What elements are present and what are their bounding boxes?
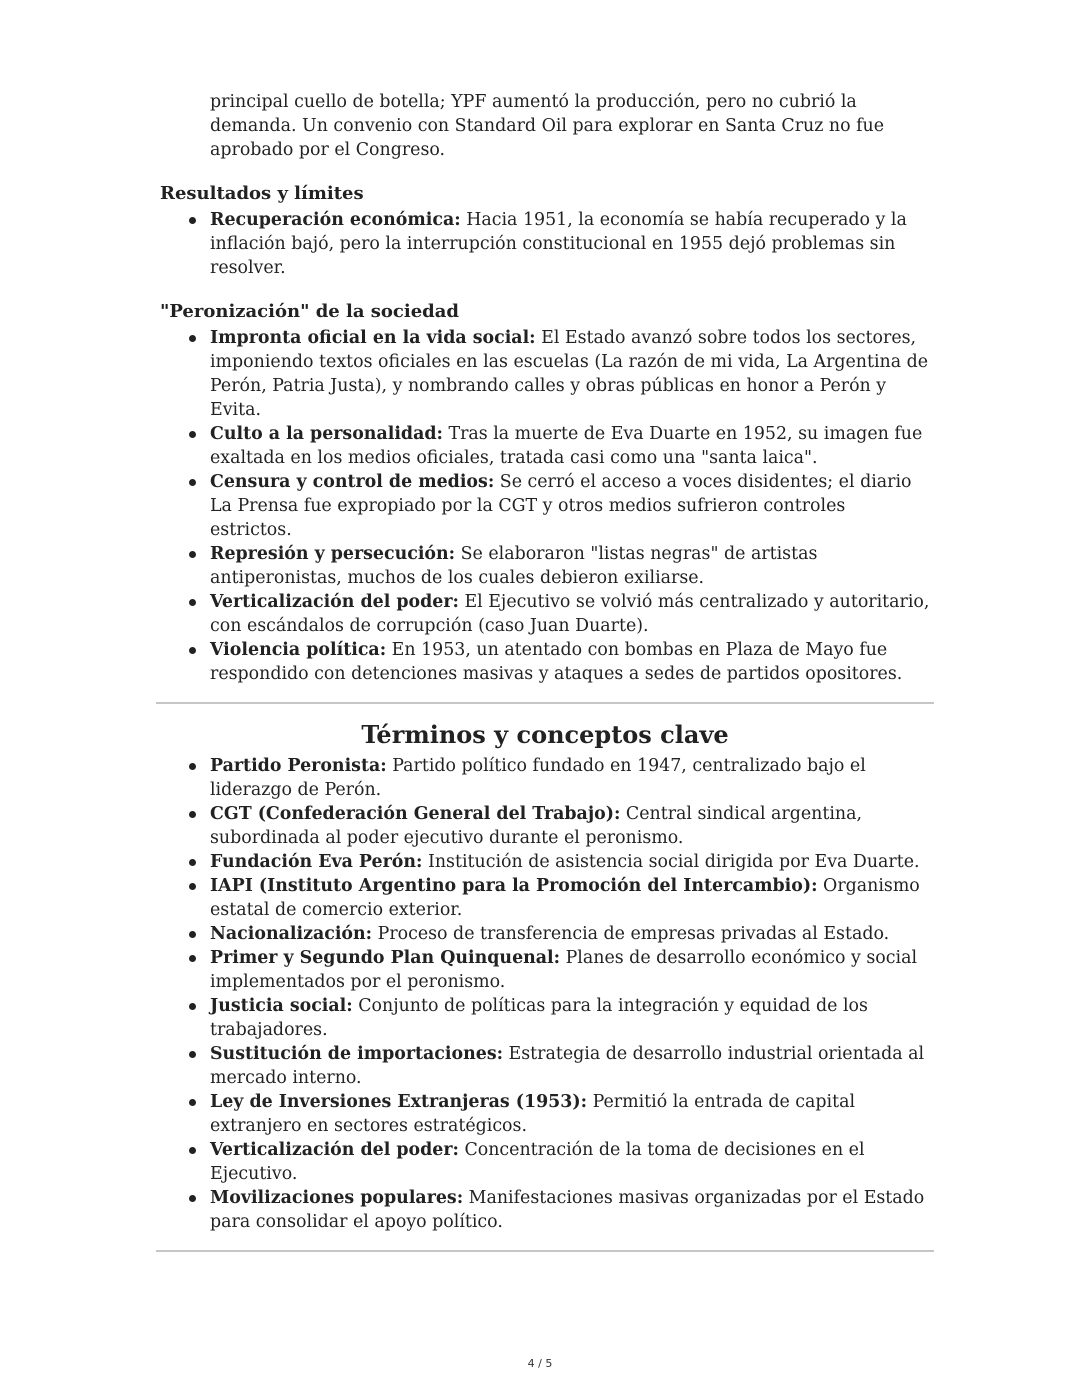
item-text: Conjunto de políticas para la integración y equidad de los trabajadores. xyxy=(210,996,868,1040)
item-text: Proceso de transferencia de empresas privadas al Estado. xyxy=(372,924,890,944)
item-text: Permitió la entrada de capital extranjero en sectores estratégicos. xyxy=(210,1092,856,1136)
bullet-icon xyxy=(189,1003,196,1010)
list-item xyxy=(210,874,930,922)
bullet-icon xyxy=(189,1051,196,1058)
item-term: Fundación Eva Perón: xyxy=(210,852,423,872)
list-item xyxy=(210,208,930,280)
list-item xyxy=(210,590,930,638)
item-text: Manifestaciones masivas organizadas por el Estado para consolidar el apoyo político. xyxy=(210,1188,925,1232)
list-item xyxy=(210,1042,930,1090)
item-term: Verticalización del poder: xyxy=(210,1140,459,1160)
item-term: Ley de Inversiones Extranjeras (1953): xyxy=(210,1092,588,1112)
item-text: Organismo estatal de comercio exterior. xyxy=(210,876,920,920)
bullet-icon xyxy=(189,763,196,770)
item-text: El Estado avanzó sobre todos los sectores, imponiendo textos oficiales en las escuelas (La razón de mi vida, La Argentina de Perón, Patria Justa), y nombrando calles y obras públicas en honor a Perón y Evita. xyxy=(210,328,929,420)
item-term: IAPI (Instituto Argentino para la Promoción del Intercambio): xyxy=(210,876,818,896)
list-item xyxy=(210,542,930,590)
item-text: Tras la muerte de Eva Duarte en 1952, su imagen fue exaltada en los medios oficiales, tratada casi como una "santa laica". xyxy=(210,424,923,468)
item-text: Se cerró el acceso a voces disidentes; el diario La Prensa fue expropiado por la CGT y otros medios sufrieron controles estrictos. xyxy=(210,472,912,540)
page-content xyxy=(160,90,930,1252)
bullet-icon xyxy=(189,931,196,938)
item-term: Verticalización del poder: xyxy=(210,592,459,612)
bullet-icon xyxy=(189,1195,196,1202)
list-item xyxy=(210,638,930,686)
results-heading: Resultados y límites xyxy=(160,183,364,204)
item-term: Sustitución de importaciones: xyxy=(210,1044,504,1064)
item-term: Partido Peronista: xyxy=(210,756,387,776)
list-item xyxy=(210,802,930,850)
bullet-icon xyxy=(189,1147,196,1154)
bullet-icon xyxy=(189,859,196,866)
bullet-icon xyxy=(189,599,196,606)
list-item xyxy=(210,922,930,946)
bullet-icon xyxy=(189,217,196,224)
section-divider xyxy=(156,702,934,704)
list-item xyxy=(210,994,930,1042)
item-term: Recuperación económica: xyxy=(210,210,461,230)
peronization-heading: "Peronización" de la sociedad xyxy=(160,301,460,322)
item-term: Represión y persecución: xyxy=(210,544,456,564)
bullet-icon xyxy=(189,811,196,818)
peronization-list xyxy=(160,326,930,686)
item-term: CGT (Confederación General del Trabajo): xyxy=(210,804,621,824)
continued-paragraph: principal cuello de botella; YPF aumentó la producción, pero no cubrió la demanda. Un convenio con Standard Oil para explorar en Santa Cruz no fue aprobado por el Congreso. xyxy=(210,92,885,160)
item-text: Institución de asistencia social dirigida por Eva Duarte. xyxy=(422,852,920,872)
bullet-icon xyxy=(189,431,196,438)
list-item xyxy=(210,1186,930,1234)
item-text: El Ejecutivo se volvió más centralizado y autoritario, con escándalos de corrupción (caso Juan Duarte). xyxy=(210,592,930,636)
bullet-icon xyxy=(189,647,196,654)
list-item xyxy=(210,1090,930,1138)
list-item xyxy=(210,470,930,542)
item-text: Se elaboraron "listas negras" de artistas antiperonistas, muchos de los cuales debieron exiliarse. xyxy=(210,544,818,588)
glossary-list xyxy=(160,754,930,1234)
glossary-title: Términos y conceptos clave xyxy=(361,720,729,749)
results-list xyxy=(160,208,930,280)
item-text: Concentración de la toma de decisiones en el Ejecutivo. xyxy=(210,1140,865,1184)
list-item xyxy=(210,754,930,802)
item-text: Central sindical argentina, subordinada al poder ejecutivo durante el peronismo. xyxy=(210,804,862,848)
item-text: Estrategia de desarrollo industrial orientada al mercado interno. xyxy=(210,1044,925,1088)
bullet-icon xyxy=(189,1099,196,1106)
item-term: Censura y control de medios: xyxy=(210,472,495,492)
list-item xyxy=(210,1138,930,1186)
bullet-icon xyxy=(189,955,196,962)
list-item xyxy=(210,850,930,874)
bullet-icon xyxy=(189,479,196,486)
list-item xyxy=(210,946,930,994)
page-number: 4 / 5 xyxy=(527,1357,553,1370)
bullet-icon xyxy=(189,883,196,890)
list-item xyxy=(210,326,930,422)
item-term: Culto a la personalidad: xyxy=(210,424,443,444)
item-term: Impronta oficial en la vida social: xyxy=(210,328,536,348)
item-term: Justicia social: xyxy=(210,996,353,1016)
item-term: Primer y Segundo Plan Quinquenal: xyxy=(210,948,561,968)
list-item xyxy=(210,422,930,470)
item-text: Hacia 1951, la economía se había recuperado y la inflación bajó, pero la interrupción constitucional en 1955 dejó problemas sin resolver. xyxy=(210,210,907,278)
bullet-icon xyxy=(189,551,196,558)
item-text: En 1953, un atentado con bombas en Plaza de Mayo fue respondido con detenciones masivas y ataques a sedes de partidos opositores. xyxy=(210,640,903,684)
item-text: Partido político fundado en 1947, centralizado bajo el liderazgo de Perón. xyxy=(210,756,866,800)
item-term: Nacionalización: xyxy=(210,924,373,944)
bullet-icon xyxy=(189,335,196,342)
item-term: Violencia política: xyxy=(210,640,387,660)
section-divider xyxy=(156,1250,934,1252)
item-text: Planes de desarrollo económico y social implementados por el peronismo. xyxy=(210,948,918,992)
item-term: Movilizaciones populares: xyxy=(210,1188,464,1208)
